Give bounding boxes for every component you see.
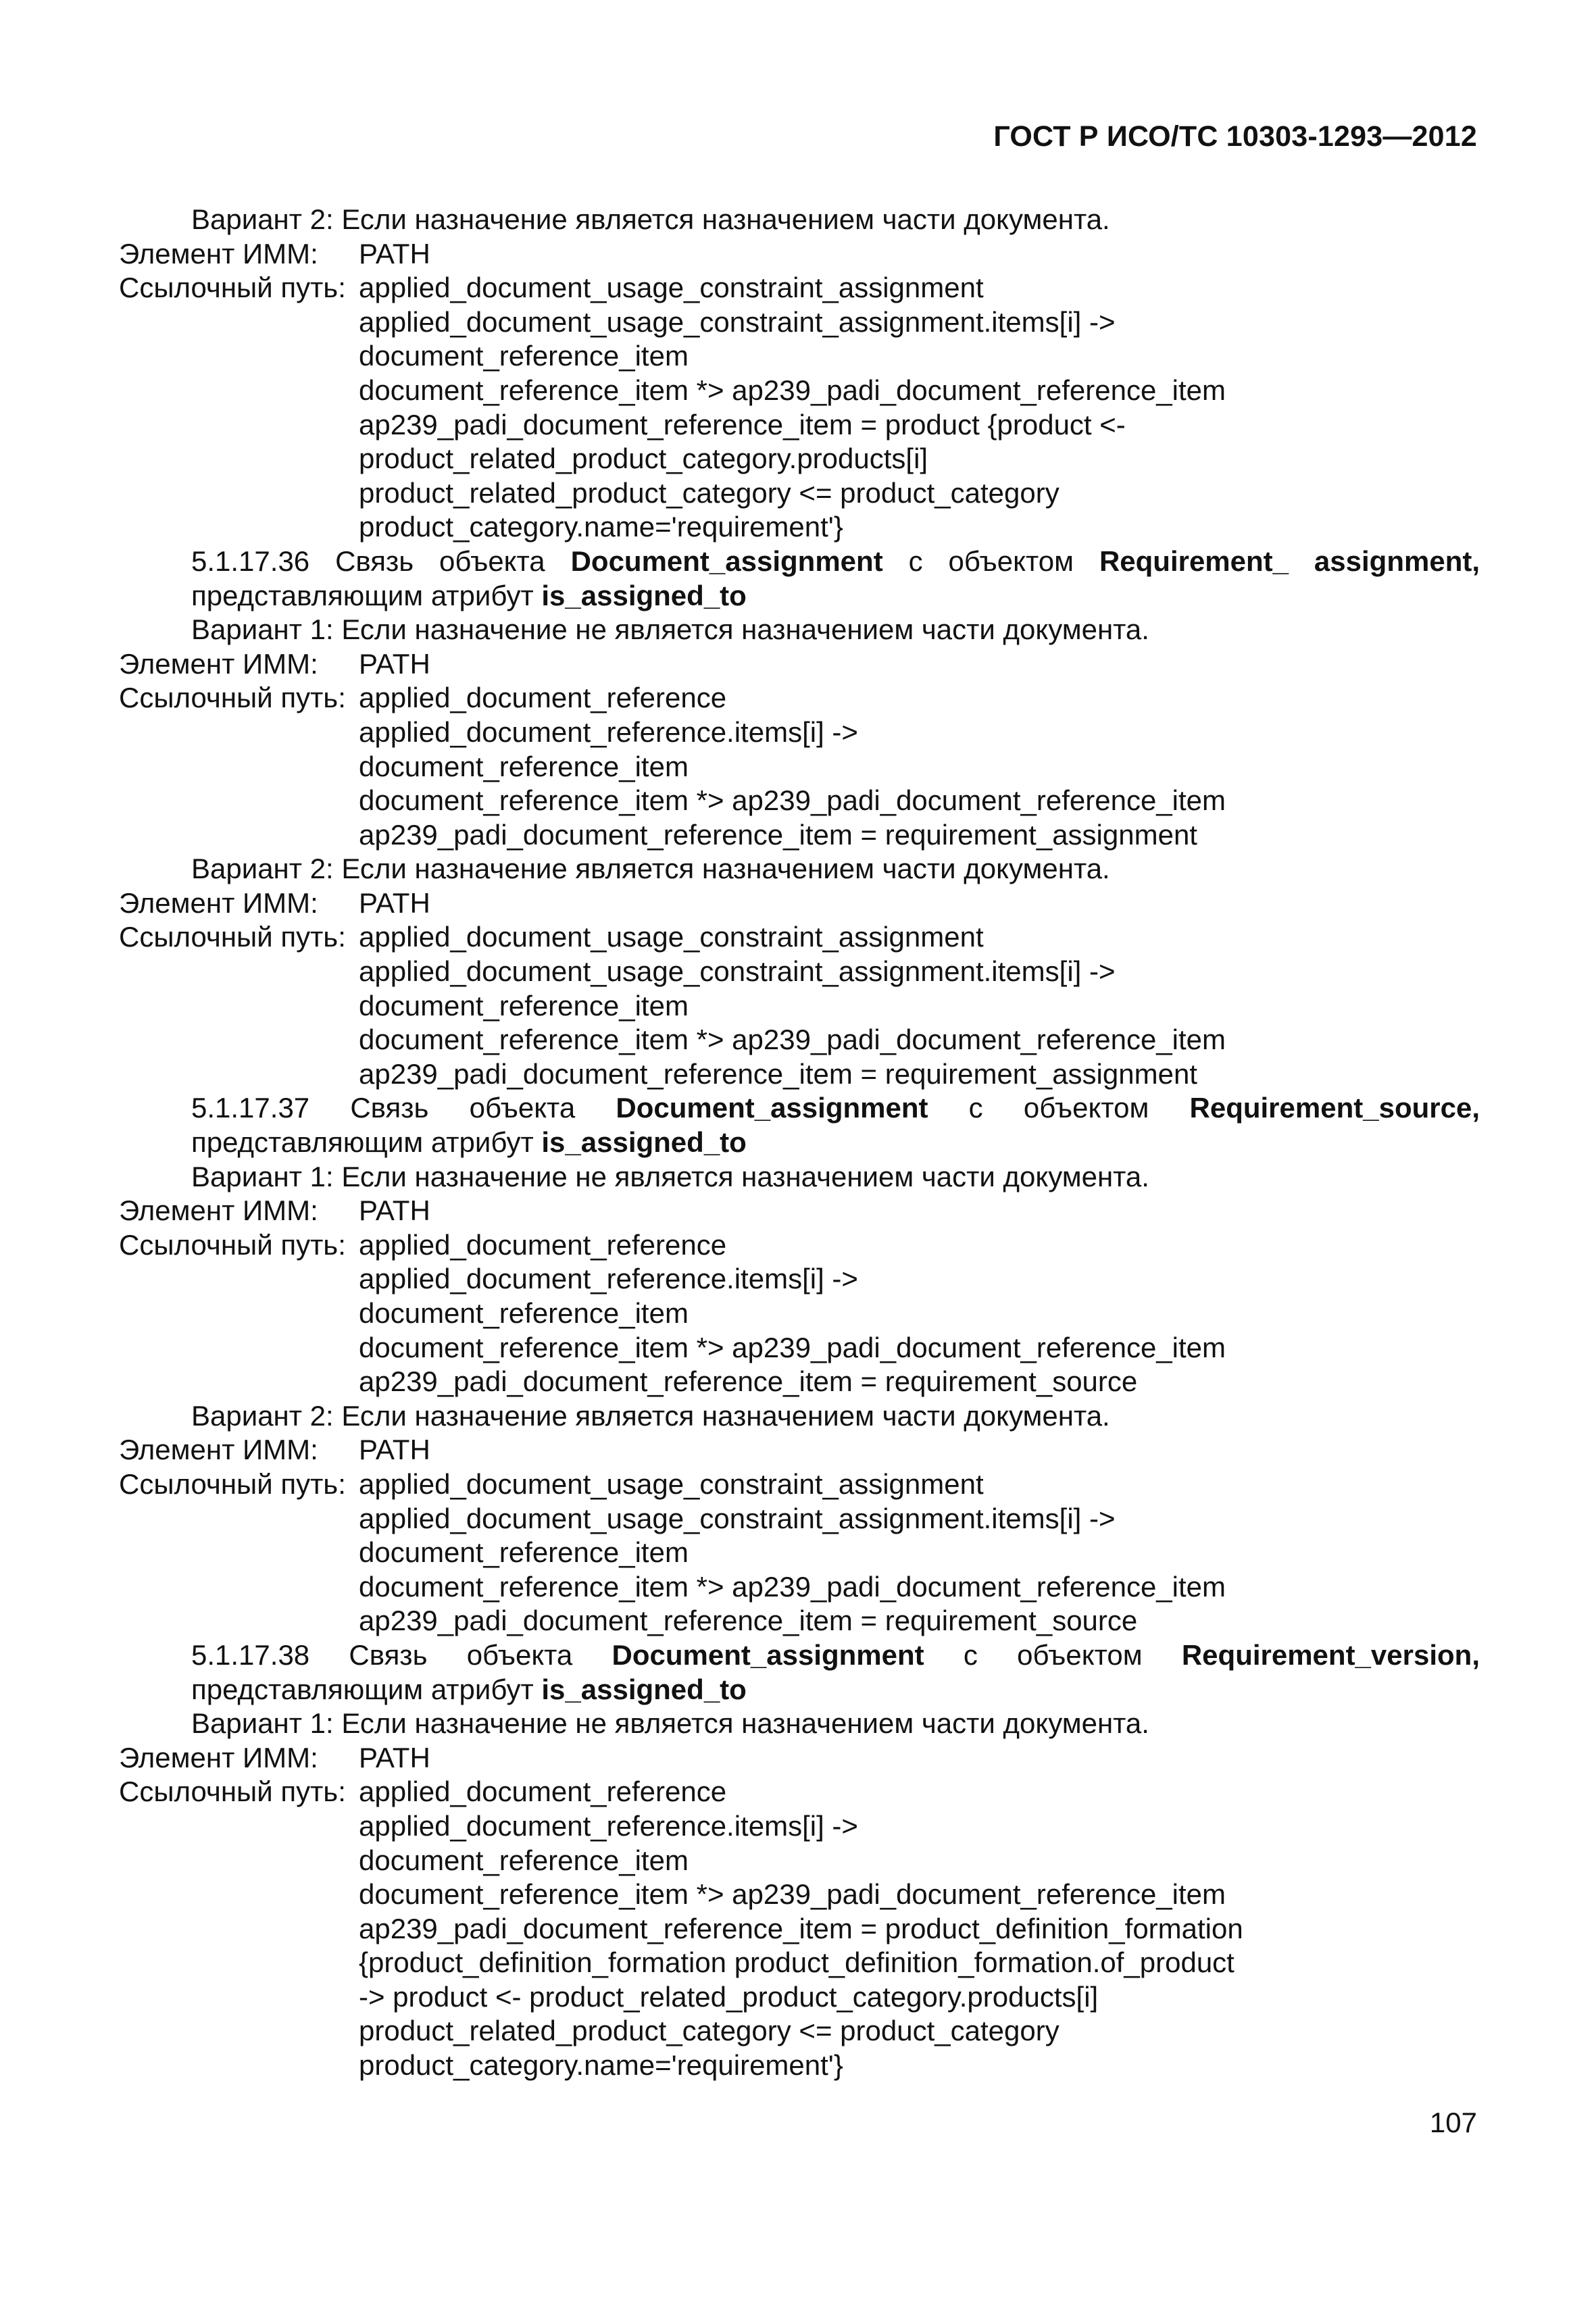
target-entity: Requirement_source,: [1189, 1092, 1480, 1124]
section-heading-36: [119, 545, 1480, 613]
variant-line: Вариант 2: Если назначение является назначением части документа.: [191, 853, 1110, 885]
path-line: applied_document_usage_constraint_assignment: [359, 921, 984, 953]
element-line: [119, 1433, 1480, 1467]
element-value: PATH: [359, 647, 430, 680]
element-label: Элемент ИММ:: [119, 886, 318, 919]
path-line: applied_document_reference.items[i] ->: [359, 1809, 858, 1842]
path-line: ap239_padi_document_reference_item = product_definition_formation: [359, 1912, 1243, 1944]
path-line: document_reference_item: [359, 1536, 689, 1569]
path-line: document_reference_item *> ap239_padi_document_reference_item: [359, 784, 1226, 817]
path-line: -> product <- product_related_product_category.products[i]: [359, 1980, 1099, 2013]
variant-line: Вариант 1: Если назначение не является назначением части документа.: [191, 613, 1149, 646]
source-entity: Document_assignment: [612, 1638, 924, 1671]
path-line: applied_document_reference: [359, 682, 727, 714]
section-number: 5.1.17.36 Связь объекта: [191, 545, 571, 577]
path-line: applied_document_reference.items[i] ->: [359, 715, 858, 748]
element-value: PATH: [359, 1434, 430, 1466]
path-line: product_related_product_category.products[i]: [359, 443, 928, 475]
target-entity: Requirement_version,: [1181, 1638, 1480, 1671]
element-label: Элемент ИММ:: [119, 647, 318, 680]
page-number: 107: [1429, 2107, 1477, 2138]
element-line: [119, 647, 1480, 682]
path-line: product_category.name='requirement'}: [359, 2049, 843, 2082]
section-heading-38: [119, 1638, 1480, 1707]
element-label: Элемент ИММ:: [119, 1194, 318, 1227]
section-number: 5.1.17.37 Связь объекта: [191, 1092, 616, 1124]
path-line: ap239_padi_document_reference_item = requirement_assignment: [359, 1057, 1197, 1090]
section-heading-37: [119, 1091, 1480, 1159]
element-value: PATH: [359, 886, 430, 919]
path-line: applied_document_usage_constraint_assignment: [359, 272, 984, 304]
heading-text: с объектом: [928, 1092, 1190, 1124]
ref-path-label: Ссылочный путь:: [119, 1228, 346, 1261]
path-line: applied_document_reference.items[i] ->: [359, 1263, 858, 1295]
ref-path-line: [119, 681, 1480, 715]
source-entity: Document_assignment: [570, 545, 883, 577]
element-value: PATH: [359, 1194, 430, 1227]
path-line: applied_document_usage_constraint_assignment.items[i] ->: [359, 305, 1116, 338]
element-line: [119, 1194, 1480, 1228]
path-line: product_related_product_category <= product_category: [359, 476, 1059, 509]
path-line: ap239_padi_document_reference_item = requirement_assignment: [359, 818, 1197, 851]
variant-line: Вариант 2: Если назначение является назначением части документа.: [191, 203, 1110, 235]
ref-path-label: Ссылочный путь:: [119, 682, 346, 714]
path-line: document_reference_item *> ap239_padi_document_reference_item: [359, 1570, 1226, 1603]
path-line: document_reference_item: [359, 1297, 689, 1329]
ref-path-line: [119, 920, 1480, 955]
element-label: Элемент ИММ:: [119, 237, 318, 270]
path-line: document_reference_item *> ap239_padi_document_reference_item: [359, 1878, 1226, 1911]
attribute-name: is_assigned_to: [541, 1126, 747, 1159]
attribute-name: is_assigned_to: [541, 1673, 747, 1705]
element-label: Элемент ИММ:: [119, 1741, 318, 1774]
path-line: ap239_padi_document_reference_item = requirement_source: [359, 1365, 1138, 1398]
heading-text: представляющим атрибут: [191, 579, 542, 611]
attribute-name: is_assigned_to: [541, 579, 747, 611]
target-entity: Requirement_ assignment,: [1099, 545, 1480, 577]
path-line: document_reference_item *> ap239_padi_document_reference_item: [359, 374, 1226, 406]
path-line: document_reference_item: [359, 340, 689, 372]
path-line: document_reference_item *> ap239_padi_document_reference_item: [359, 1024, 1226, 1056]
path-line: product_category.name='requirement'}: [359, 511, 843, 543]
heading-text: с объектом: [882, 545, 1099, 577]
ref-path-label: Ссылочный путь:: [119, 1776, 346, 1808]
document-header: ГОСТ Р ИСО/ТС 10303-1293—2012: [993, 120, 1477, 153]
path-line: document_reference_item: [359, 1844, 689, 1876]
path-line: applied_document_reference: [359, 1776, 727, 1808]
path-line: applied_document_usage_constraint_assignment.items[i] ->: [359, 1502, 1116, 1534]
ref-path-line: [119, 1228, 1480, 1263]
heading-text: представляющим атрибут: [191, 1673, 542, 1705]
path-line: product_related_product_category <= product_category: [359, 2015, 1059, 2047]
ref-path-line: [119, 271, 1480, 305]
path-line: ap239_padi_document_reference_item = requirement_source: [359, 1605, 1138, 1637]
ref-path-label: Ссылочный путь:: [119, 1467, 346, 1500]
ref-path-label: Ссылочный путь:: [119, 272, 346, 304]
variant-line: Вариант 2: Если назначение является назначением части документа.: [191, 1399, 1110, 1432]
variant-line: Вариант 1: Если назначение не является назначением части документа.: [191, 1160, 1149, 1192]
path-line: document_reference_item: [359, 750, 689, 782]
element-label: Элемент ИММ:: [119, 1434, 318, 1466]
element-line: [119, 886, 1480, 921]
element-line: [119, 1741, 1480, 1776]
variant-line: Вариант 1: Если назначение не является назначением части документа.: [191, 1707, 1149, 1740]
source-entity: Document_assignment: [616, 1092, 928, 1124]
ref-path-line: [119, 1467, 1480, 1502]
path-line: document_reference_item *> ap239_padi_document_reference_item: [359, 1331, 1226, 1363]
ref-path-label: Ссылочный путь:: [119, 921, 346, 953]
path-line: {product_definition_formation product_definition_formation.of_product: [359, 1946, 1235, 1979]
element-value: PATH: [359, 237, 430, 270]
document-body: [119, 203, 1480, 2083]
element-line: [119, 237, 1480, 272]
heading-text: представляющим атрибут: [191, 1126, 542, 1159]
element-value: PATH: [359, 1741, 430, 1774]
path-line: applied_document_reference: [359, 1228, 727, 1261]
path-line: ap239_padi_document_reference_item = product {product <-: [359, 408, 1126, 441]
ref-path-line: [119, 1775, 1480, 1809]
heading-text: с объектом: [924, 1638, 1182, 1671]
section-number: 5.1.17.38 Связь объекта: [191, 1638, 612, 1671]
path-line: document_reference_item: [359, 989, 689, 1022]
path-line: applied_document_usage_constraint_assignment.items[i] ->: [359, 955, 1116, 988]
path-line: applied_document_usage_constraint_assignment: [359, 1467, 984, 1500]
